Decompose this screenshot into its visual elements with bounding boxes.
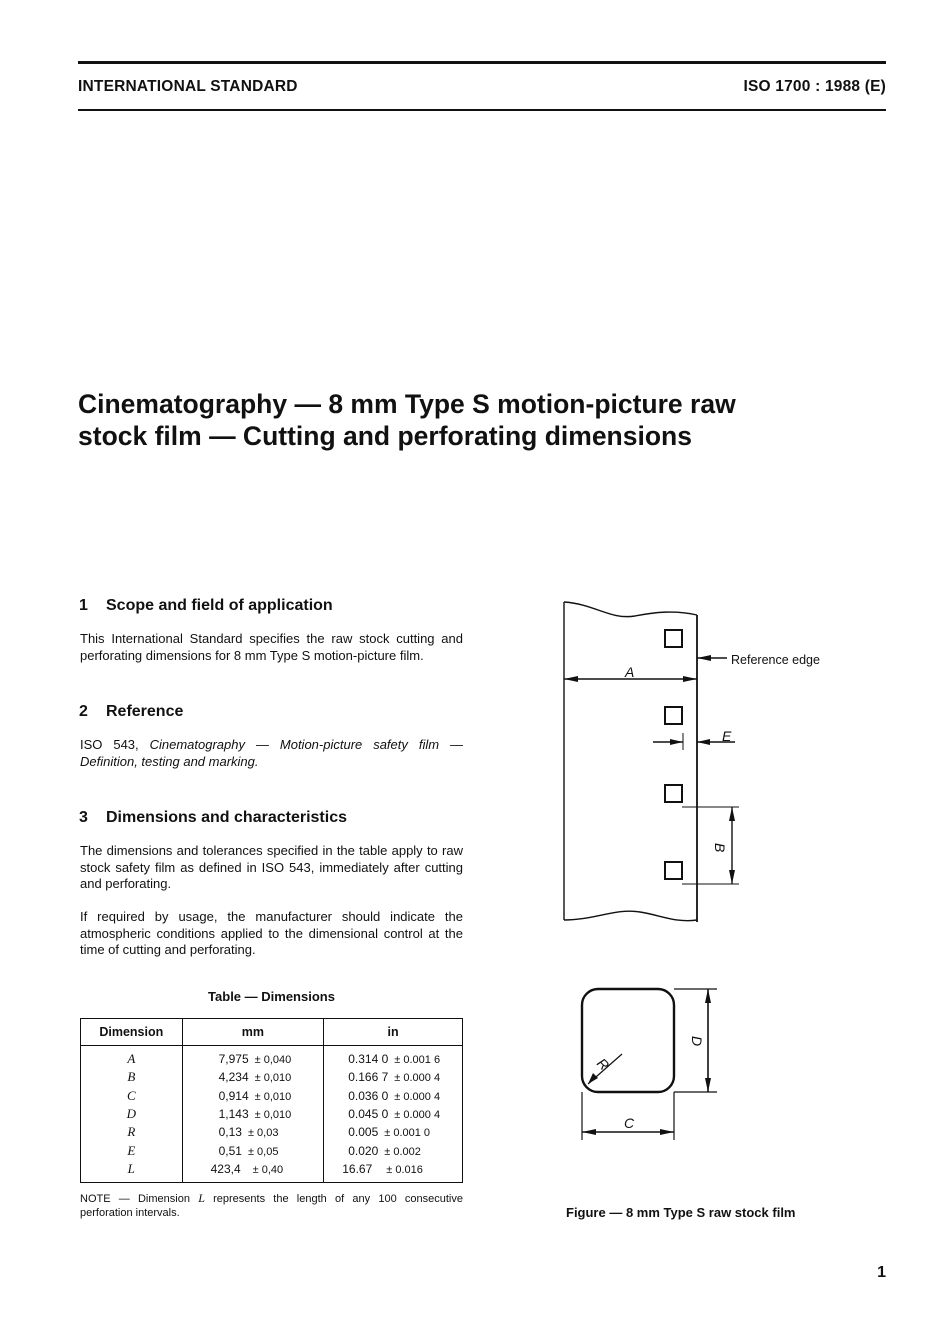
- section-3-heading: [79, 809, 347, 827]
- mm-value: 0,13: [218, 1125, 242, 1140]
- dimension-a-arrow-right: [683, 676, 697, 682]
- figure-caption: Figure — 8 mm Type S raw stock film: [566, 1205, 796, 1220]
- dimension-b-arrow-top: [729, 807, 735, 821]
- header-left: INTERNATIONAL STANDARD: [78, 78, 298, 95]
- label-b: B: [712, 843, 728, 853]
- radius-arrow: [588, 1073, 598, 1084]
- in-cell: [324, 1068, 463, 1086]
- label-d: D: [689, 1036, 705, 1047]
- in-cell: [324, 1123, 463, 1141]
- page-number: 1: [877, 1264, 886, 1281]
- dimension-symbol: L: [81, 1160, 183, 1183]
- in-cell: [324, 1087, 463, 1105]
- in-tolerance: ± 0.002: [384, 1145, 421, 1158]
- in-tolerance: ± 0.000 4: [394, 1090, 441, 1103]
- header-mm: mm: [182, 1019, 324, 1046]
- mm-value: 0,51: [218, 1143, 242, 1158]
- dimensions-table: [80, 1018, 463, 1183]
- dimension-d-arrow-bottom: [705, 1078, 711, 1092]
- perforation: [665, 785, 682, 802]
- mm-cell: [182, 1160, 324, 1183]
- label-a: A: [625, 664, 635, 680]
- in-tolerance: ± 0.000 4: [394, 1072, 441, 1085]
- mm-cell: [182, 1068, 324, 1086]
- mm-tolerance: ± 0,05: [247, 1145, 279, 1158]
- in-value: 0.166 7: [348, 1070, 389, 1085]
- table-note: [80, 1191, 463, 1220]
- reference-title: Cinematography — Motion-picture safety film — Definition, testing and marking.: [80, 737, 463, 769]
- mm-cell: [182, 1105, 324, 1123]
- dimension-symbol: C: [81, 1087, 183, 1105]
- dimension-d-arrow-top: [705, 989, 711, 1003]
- mm-cell: [182, 1046, 324, 1069]
- page-title: [78, 388, 838, 452]
- dimension-e-arrow-left: [670, 739, 683, 745]
- section-3-body-2: If required by usage, the manufacturer should indicate the atmospheric conditions applied to the dimensional control at the time of cutting and perforating.: [80, 909, 463, 958]
- table-row: [81, 1105, 463, 1123]
- film-strip-diagram: [555, 590, 845, 935]
- section-3-title: Dimensions and characteristics: [106, 809, 347, 826]
- header-dimension: Dimension: [81, 1019, 183, 1046]
- label-r: R: [593, 1054, 613, 1074]
- section-2-number: 2: [79, 703, 88, 720]
- table-row: [81, 1046, 463, 1069]
- mm-tolerance: ± 0,010: [254, 1109, 292, 1122]
- reference-edge-arrow: [697, 655, 711, 661]
- dimension-symbol: E: [81, 1141, 183, 1159]
- header-top-rule: [78, 61, 886, 64]
- section-2-heading: [79, 703, 183, 721]
- section-1-title: Scope and field of application: [106, 597, 333, 614]
- in-cell: [324, 1046, 463, 1069]
- in-tolerance: ± 0.001 6: [394, 1054, 441, 1067]
- perforation: [665, 707, 682, 724]
- mm-value: 423,4: [210, 1161, 241, 1176]
- header-bottom-rule: [78, 109, 886, 111]
- section-3-number: 3: [79, 809, 88, 826]
- dimension-e-arrow-right: [697, 739, 710, 745]
- section-1-number: 1: [79, 597, 88, 614]
- reference-edge-label: Reference edge: [731, 653, 820, 667]
- mm-cell: [182, 1141, 324, 1159]
- note-prefix: NOTE — Dimension: [80, 1193, 190, 1205]
- dimension-c-arrow-left: [582, 1129, 596, 1135]
- film-top-wave: [564, 602, 697, 617]
- table-row: [81, 1160, 463, 1183]
- mm-value: 4,234: [218, 1070, 249, 1085]
- in-cell: [324, 1160, 463, 1183]
- table-row: [81, 1141, 463, 1159]
- note-rest: represents the length of any 100 consecutive perforation intervals.: [80, 1193, 463, 1219]
- in-tolerance: ± 0.000 4: [394, 1109, 441, 1122]
- dimension-symbol: A: [81, 1046, 183, 1069]
- in-value: 0.314 0: [348, 1052, 389, 1067]
- dimension-symbol: D: [81, 1105, 183, 1123]
- in-tolerance: ± 0.001 0: [384, 1127, 431, 1140]
- note-symbol: L: [198, 1191, 205, 1205]
- table-header-row: [81, 1019, 463, 1046]
- mm-tolerance: ± 0,010: [254, 1090, 292, 1103]
- in-value: 0.045 0: [348, 1107, 389, 1122]
- title-line-2: stock film — Cutting and perforating dimensions: [78, 421, 692, 451]
- table-row: [81, 1123, 463, 1141]
- section-2-body: [80, 737, 463, 770]
- dimension-a-arrow-left: [564, 676, 578, 682]
- in-cell: [324, 1105, 463, 1123]
- table-row: [81, 1087, 463, 1105]
- header-in: in: [324, 1019, 463, 1046]
- mm-cell: [182, 1123, 324, 1141]
- label-c: C: [624, 1115, 635, 1131]
- mm-tolerance: ± 0,010: [254, 1072, 292, 1085]
- perforation: [665, 862, 682, 879]
- dimension-c-arrow-right: [660, 1129, 674, 1135]
- perforation-detail-diagram: [570, 980, 730, 1145]
- dimension-symbol: B: [81, 1068, 183, 1086]
- perforation: [665, 630, 682, 647]
- mm-value: 0,914: [218, 1088, 249, 1103]
- dimension-b-arrow-bottom: [729, 870, 735, 884]
- in-tolerance: ± 0.016: [386, 1163, 423, 1176]
- reference-id: ISO 543,: [80, 737, 139, 752]
- section-1-heading: [79, 597, 333, 615]
- mm-value: 1,143: [218, 1107, 249, 1122]
- mm-tolerance: ± 0,40: [252, 1163, 284, 1176]
- mm-value: 7,975: [218, 1052, 249, 1067]
- mm-cell: [182, 1087, 324, 1105]
- in-value: 0.020: [348, 1143, 379, 1158]
- film-bottom-wave: [564, 911, 697, 920]
- table-row: [81, 1068, 463, 1086]
- header-right: ISO 1700 : 1988 (E): [743, 78, 886, 95]
- in-value: 0.036 0: [348, 1088, 389, 1103]
- section-1-body: This International Standard specifies the raw stock cutting and perforating dimensions for 8 mm Type S motion-picture film.: [80, 631, 463, 663]
- in-value: 16.67: [342, 1161, 373, 1176]
- table-caption: Table — Dimensions: [208, 989, 335, 1004]
- label-e: E: [722, 728, 732, 744]
- section-2-title: Reference: [106, 703, 184, 720]
- in-value: 0.005: [348, 1125, 379, 1140]
- in-cell: [324, 1141, 463, 1159]
- title-line-1: Cinematography — 8 mm Type S motion-picture raw: [78, 389, 736, 419]
- mm-tolerance: ± 0,040: [254, 1054, 292, 1067]
- dimension-symbol: R: [81, 1123, 183, 1141]
- section-3-body-1: The dimensions and tolerances specified in the table apply to raw stock safety film as defined in ISO 543, immediately after cutting and perforating.: [80, 843, 463, 892]
- mm-tolerance: ± 0,03: [247, 1127, 279, 1140]
